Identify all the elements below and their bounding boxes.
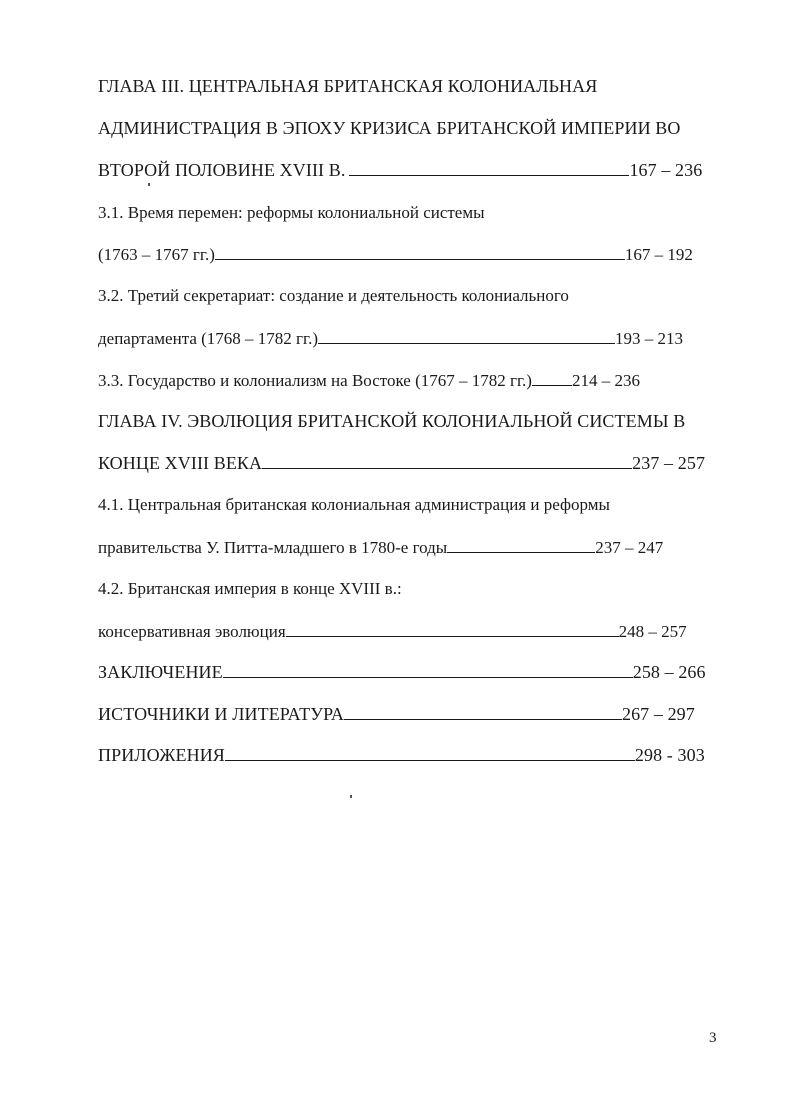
section-3-1-entry	[98, 244, 693, 265]
conclusion-label: ЗАКЛЮЧЕНИЕ	[98, 662, 223, 682]
section-4-1-line-2: правительства У. Питта-младшего в 1780-е годы	[98, 538, 448, 557]
chapter-4-title-line-2: КОНЦЕ XVIII ВЕКА	[98, 453, 263, 473]
appendices-entry	[98, 745, 705, 765]
section-3-1-line-1: 3.1. Время перемен: реформы колониальной системы	[98, 203, 485, 222]
dot-leader	[344, 704, 622, 720]
conclusion-pages: 258 – 266	[632, 662, 706, 682]
chapter-3-title-line-2: АДМИНИСТРАЦИЯ В ЭПОХУ КРИЗИСА БРИТАНСКОЙ ИМПЕРИИ ВО	[98, 118, 681, 138]
chapter-3-title-line-3: ВТОРОЙ ПОЛОВИНЕ XVIII В.	[98, 160, 346, 180]
page-number: 3	[709, 1030, 717, 1046]
chapter-3-entry	[98, 160, 702, 180]
section-3-2-pages: 193 – 213	[614, 329, 683, 348]
chapter-3-pages: 167 – 236	[629, 160, 703, 180]
section-4-2-pages: 248 – 257	[618, 622, 687, 641]
sources-entry	[98, 704, 695, 724]
section-4-2-line-2: консервативная эволюция	[98, 622, 286, 641]
dot-leader	[225, 745, 635, 761]
appendices-label: ПРИЛОЖЕНИЯ	[98, 745, 225, 765]
dot-leader	[349, 160, 629, 176]
dot-leader	[532, 370, 572, 386]
section-4-2-entry	[98, 621, 687, 642]
chapter-4-pages: 237 – 257	[632, 453, 706, 473]
section-4-1-pages: 237 – 247	[595, 538, 664, 557]
sources-pages: 267 – 297	[621, 704, 695, 724]
dot-leader	[318, 328, 615, 344]
section-4-1-line-1: 4.1. Центральная британская колониальная администрация и реформы	[98, 495, 610, 514]
section-3-2-entry	[98, 328, 683, 349]
scan-speck	[350, 795, 352, 798]
section-4-2-line-1: 4.2. Британская империя в конце XVIII в.:	[98, 579, 402, 598]
chapter-3-title-line-1: ГЛАВА III. ЦЕНТРАЛЬНАЯ БРИТАНСКАЯ КОЛОНИАЛЬНАЯ	[98, 76, 598, 96]
sources-label: ИСТОЧНИКИ И ЛИТЕРАТУРА	[98, 704, 344, 724]
section-3-3-line-1: 3.3. Государство и колониализм на Востоке (1767 – 1782 гг.)	[98, 371, 532, 390]
dot-leader	[262, 453, 632, 469]
section-3-1-pages: 167 – 192	[624, 245, 693, 264]
section-3-3-entry	[98, 370, 640, 391]
conclusion-entry	[98, 662, 706, 682]
chapter-4-entry	[98, 453, 705, 473]
dot-leader	[447, 537, 595, 553]
chapter-4-title-line-1: ГЛАВА IV. ЭВОЛЮЦИЯ БРИТАНСКОЙ КОЛОНИАЛЬНОЙ СИСТЕМЫ В	[98, 411, 686, 431]
section-3-2-line-1: 3.2. Третий секретариат: создание и деятельность колониального	[98, 286, 569, 305]
appendices-pages: 298 - 303	[634, 745, 705, 765]
section-3-1-line-2: (1763 – 1767 гг.)	[98, 245, 215, 264]
section-3-2-line-2: департамента (1768 – 1782 гг.)	[98, 329, 318, 348]
section-4-1-entry	[98, 537, 663, 558]
scan-speck	[148, 183, 150, 186]
section-3-3-pages: 214 – 236	[571, 371, 640, 390]
dot-leader	[286, 621, 619, 637]
dot-leader	[215, 244, 625, 260]
dot-leader	[223, 662, 633, 678]
